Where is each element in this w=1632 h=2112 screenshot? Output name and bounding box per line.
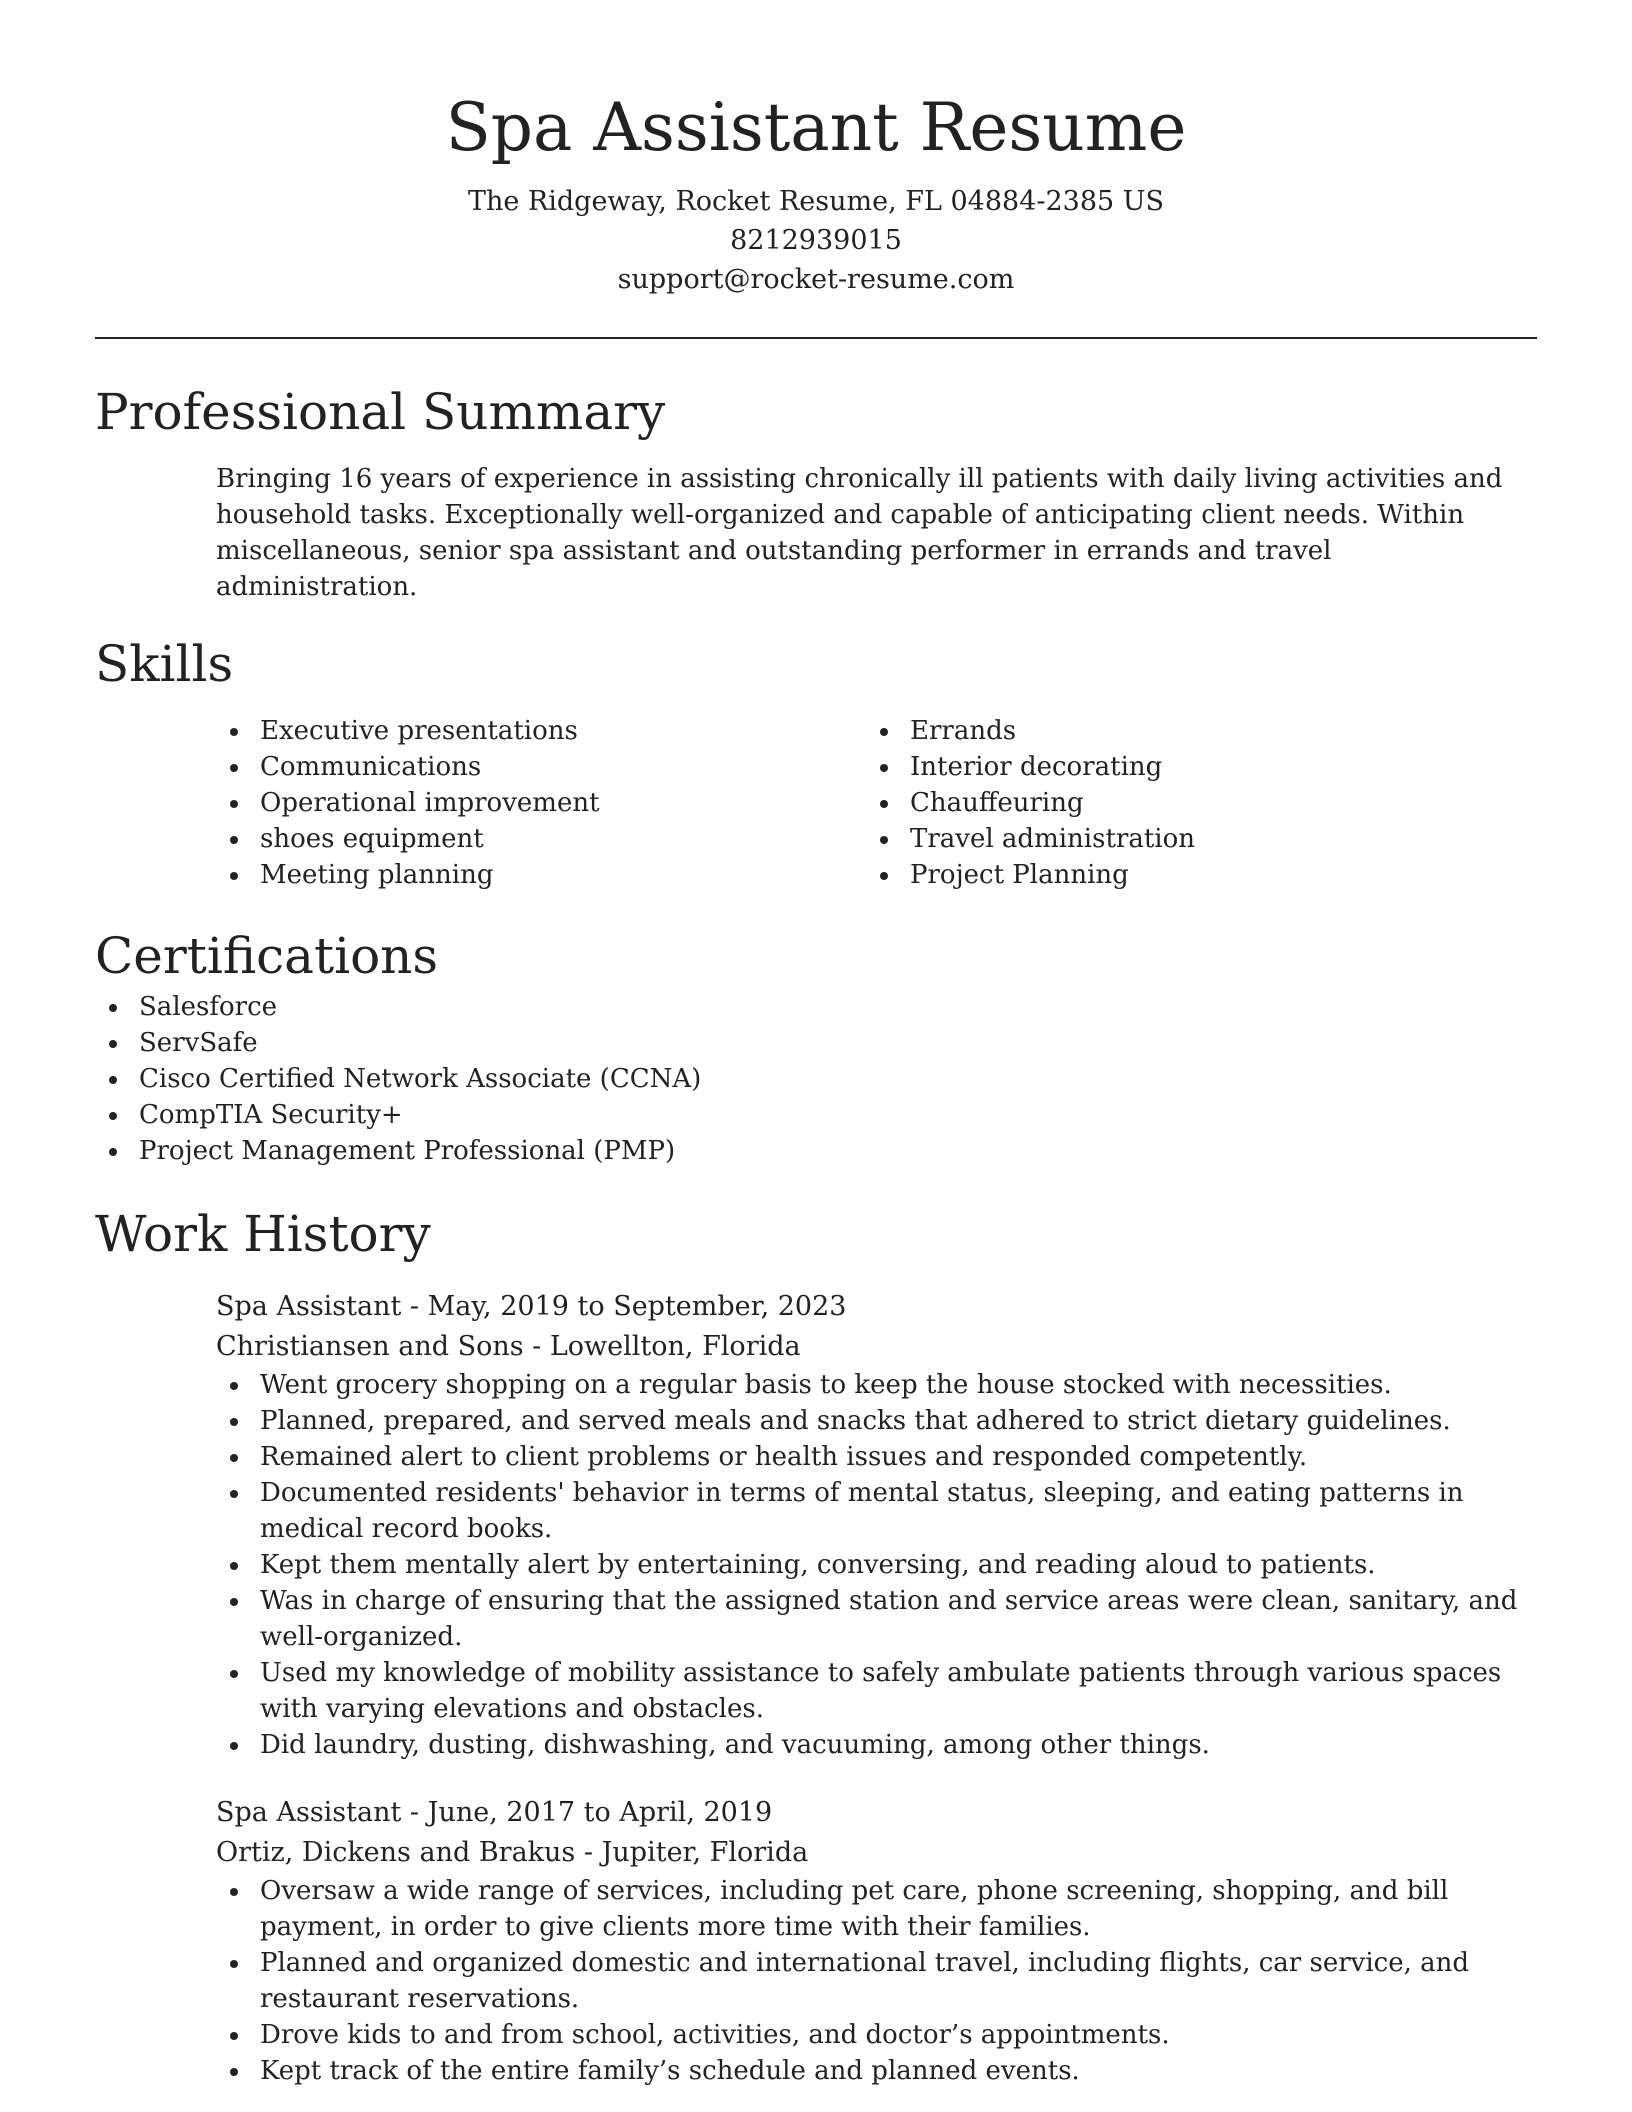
job-duty: Did laundry, dusting, dishwashing, and vacuuming, among other things. (216, 1727, 1537, 1763)
job-duties-list (216, 1367, 1537, 1763)
header-divider (95, 337, 1537, 339)
job-duty: Went grocery shopping on a regular basis to keep the house stocked with necessities. (216, 1367, 1537, 1403)
job-duty: Planned and organized domestic and international travel, including flights, car service, and restaurant reservations. (216, 1945, 1537, 2017)
certification-item: Project Management Professional (PMP) (95, 1133, 1537, 1169)
certification-item: ServSafe (95, 1025, 1537, 1061)
summary-heading: Professional Summary (95, 383, 666, 441)
skill-item: Communications (216, 749, 866, 785)
certification-item: Cisco Certified Network Associate (CCNA) (95, 1061, 1537, 1097)
job-duty: Was in charge of ensuring that the assigned station and service areas were clean, sanitary, and well-organized. (216, 1583, 1537, 1655)
skill-item: Chauffeuring (866, 785, 1516, 821)
resume-title: Spa Assistant Resume (445, 89, 1187, 166)
resume-header (95, 0, 1537, 299)
resume-page (95, 0, 1537, 2089)
job-company-line: Christiansen and Sons - Lowellton, Florida (216, 1331, 801, 1362)
summary-text: Bringing 16 years of experience in assisting chronically ill patients with daily living activities and household tasks. Exceptionally well-organized and capable of anticipating client needs. Within miscellaneous, senior spa assistant and outstanding performer in errands and travel administration. (216, 464, 1503, 602)
skill-item: Project Planning (866, 857, 1516, 893)
job-duties-list (216, 1873, 1537, 2089)
job-title-line: Spa Assistant - June, 2017 to April, 2019 (216, 1797, 773, 1828)
job-company-line: Ortiz, Dickens and Brakus - Jupiter, Florida (216, 1837, 809, 1868)
job-duty: Documented residents' behavior in terms of mental status, sleeping, and eating patterns in medical record books. (216, 1475, 1537, 1547)
job-title-line: Spa Assistant - May, 2019 to September, 2023 (216, 1291, 847, 1322)
job-duty: Kept them mentally alert by entertaining, conversing, and reading aloud to patients. (216, 1547, 1537, 1583)
work-history-heading: Work History (95, 1205, 431, 1263)
certification-item: CompTIA Security+ (95, 1097, 1537, 1133)
phone-line: 8212939015 (730, 225, 902, 256)
skills-heading: Skills (95, 635, 234, 693)
skills-section (95, 631, 1537, 893)
skill-item: Executive presentations (216, 713, 866, 749)
skill-item: Travel administration (866, 821, 1516, 857)
contact-block (95, 182, 1537, 299)
address-line: The Ridgeway, Rocket Resume, FL 04884-2385 US (467, 186, 1165, 217)
skills-columns (216, 713, 1537, 893)
skill-item: Operational improvement (216, 785, 866, 821)
certifications-section (95, 923, 1537, 1169)
certifications-list (95, 989, 1537, 1169)
job-duty: Oversaw a wide range of services, including pet care, phone screening, shopping, and bill payment, in order to give clients more time with their families. (216, 1873, 1537, 1945)
job-duty: Used my knowledge of mobility assistance to safely ambulate patients through various spaces with varying elevations and obstacles. (216, 1655, 1537, 1727)
skills-right-list (866, 713, 1516, 893)
job-entry (216, 1793, 1537, 2089)
work-history-section (95, 1201, 1537, 2089)
job-duty: Remained alert to client problems or health issues and responded competently. (216, 1439, 1537, 1475)
job-duty: Drove kids to and from school, activities, and doctor’s appointments. (216, 2017, 1537, 2053)
skill-item: Errands (866, 713, 1516, 749)
skill-item: shoes equipment (216, 821, 866, 857)
job-entry (216, 1287, 1537, 1763)
email-line: support@rocket-resume.com (617, 264, 1015, 295)
certification-item: Salesforce (95, 989, 1537, 1025)
summary-section (95, 379, 1537, 605)
certifications-heading: Certifications (95, 927, 439, 985)
skills-left-list (216, 713, 866, 893)
job-duty: Kept track of the entire family’s schedule and planned events. (216, 2053, 1537, 2089)
job-duty: Planned, prepared, and served meals and snacks that adhered to strict dietary guidelines. (216, 1403, 1537, 1439)
skill-item: Interior decorating (866, 749, 1516, 785)
skill-item: Meeting planning (216, 857, 866, 893)
